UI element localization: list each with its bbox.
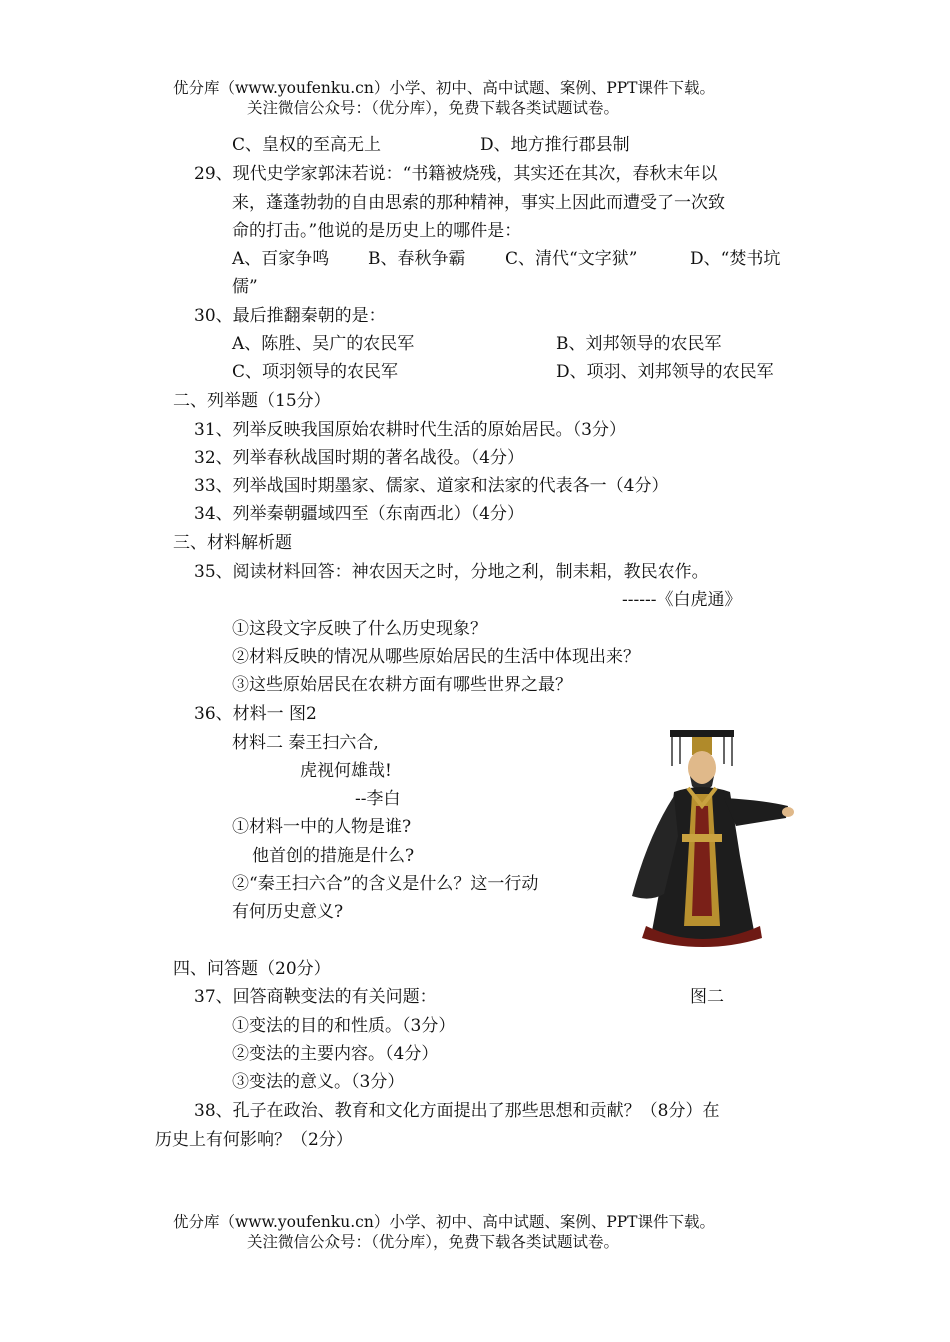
header-line-1: 优分库（www.youfenku.cn）小学、初中、高中试题、案例、PPT课件下载。: [173, 79, 716, 97]
footer-line-2: 关注微信公众号：（优分库），免费下载各类试题试卷。: [247, 1233, 620, 1251]
q35-source: ------《白虎通》: [622, 590, 742, 610]
q37-sub-2: ②变法的主要内容。（4分）: [232, 1044, 439, 1064]
q31: 31、列举反映我国原始农耕时代生活的原始居民。（3分）: [194, 420, 626, 440]
q30-stem: 30、最后推翻秦朝的是：: [194, 306, 386, 326]
qin-emperor-figure: [612, 726, 796, 954]
q36-sub-1-line-2: 他首创的措施是什么?: [252, 846, 415, 866]
q36-material-1: 36、材料一 图2: [194, 704, 317, 724]
q30-option-d: D、项羽、刘邦领导的农民军: [556, 362, 774, 382]
q29-option-d-continued: 儒”: [232, 277, 258, 297]
q29-option-c: C、清代“文字狱”: [505, 249, 638, 269]
q36-material-2: 材料二 秦王扫六合,: [232, 733, 379, 753]
q30-option-a: A、陈胜、吴广的农民军: [232, 334, 415, 354]
q36-sub-1: ①材料一中的人物是谁?: [232, 817, 412, 837]
q30-option-b: B、刘邦领导的农民军: [556, 334, 722, 354]
q35-sub-2: ②材料反映的情况从哪些原始居民的生活中体现出来？: [232, 647, 640, 667]
footer-line-1: 优分库（www.youfenku.cn）小学、初中、高中试题、案例、PPT课件下载。: [173, 1213, 716, 1231]
q37-sub-1: ①变法的目的和性质。（3分）: [232, 1016, 456, 1036]
q35-sub-1: ①这段文字反映了什么历史现象？: [232, 619, 487, 639]
q28-option-c: C、皇权的至高无上: [232, 135, 382, 155]
q35-sub-3: ③这些原始居民在农耕方面有哪些世界之最？: [232, 675, 572, 695]
q36-sub-2-line-2: 有何历史意义?: [232, 902, 344, 922]
q29-option-a: A、百家争鸣: [232, 249, 330, 269]
crown-board: [670, 730, 734, 737]
q34: 34、列举秦朝疆域四至（东南西北）（4分）: [194, 504, 524, 524]
q29-option-d: D、“焚书坑: [690, 249, 781, 269]
q29-stem-line-1: 29、现代史学家郭沫若说：“书籍被烧残，其实还在其次，春秋末年以: [194, 164, 718, 184]
q35-stem: 35、阅读材料回答：神农因天之时，分地之利，制耒耜，教民农作。: [194, 562, 709, 582]
q36-material-2-line-2: 虎视何雄哉!: [300, 761, 392, 781]
q38-line-1: 38、孔子在政治、教育和文化方面提出了那些思想和贡献？（8分）在: [194, 1101, 720, 1121]
q29-stem-line-3: 命的打击。”他说的是历史上的哪件是：: [232, 221, 522, 241]
section-3-title: 三、材料解析题: [173, 533, 292, 553]
q36-sub-2: ②“秦王扫六合”的含义是什么？这一行动: [232, 874, 539, 894]
q28-option-d: D、地方推行郡县制: [480, 135, 630, 155]
q36-author: --李白: [355, 789, 401, 809]
section-4-title: 四、问答题（20分）: [173, 959, 331, 979]
q37-stem: 37、回答商鞅变法的有关问题：: [194, 987, 437, 1007]
q33: 33、列举战国时期墨家、儒家、道家和法家的代表各一（4分）: [194, 476, 669, 496]
section-2-title: 二、列举题（15分）: [173, 391, 331, 411]
header-line-2: 关注微信公众号：（优分库），免费下载各类试题试卷。: [247, 99, 620, 117]
q29-option-b: B、春秋争霸: [368, 249, 466, 269]
q38-line-2: 历史上有何影响？（2分）: [155, 1130, 353, 1150]
q37-sub-3: ③变法的意义。（3分）: [232, 1072, 405, 1092]
q29-stem-line-2: 来，蓬蓬勃勃的自由思索的那种精神，事实上因此而遭受了一次致: [232, 193, 725, 213]
figure-caption: 图二: [690, 987, 724, 1007]
q32: 32、列举春秋战国时期的著名战役。（4分）: [194, 448, 524, 468]
q30-option-c: C、项羽领导的农民军: [232, 362, 399, 382]
